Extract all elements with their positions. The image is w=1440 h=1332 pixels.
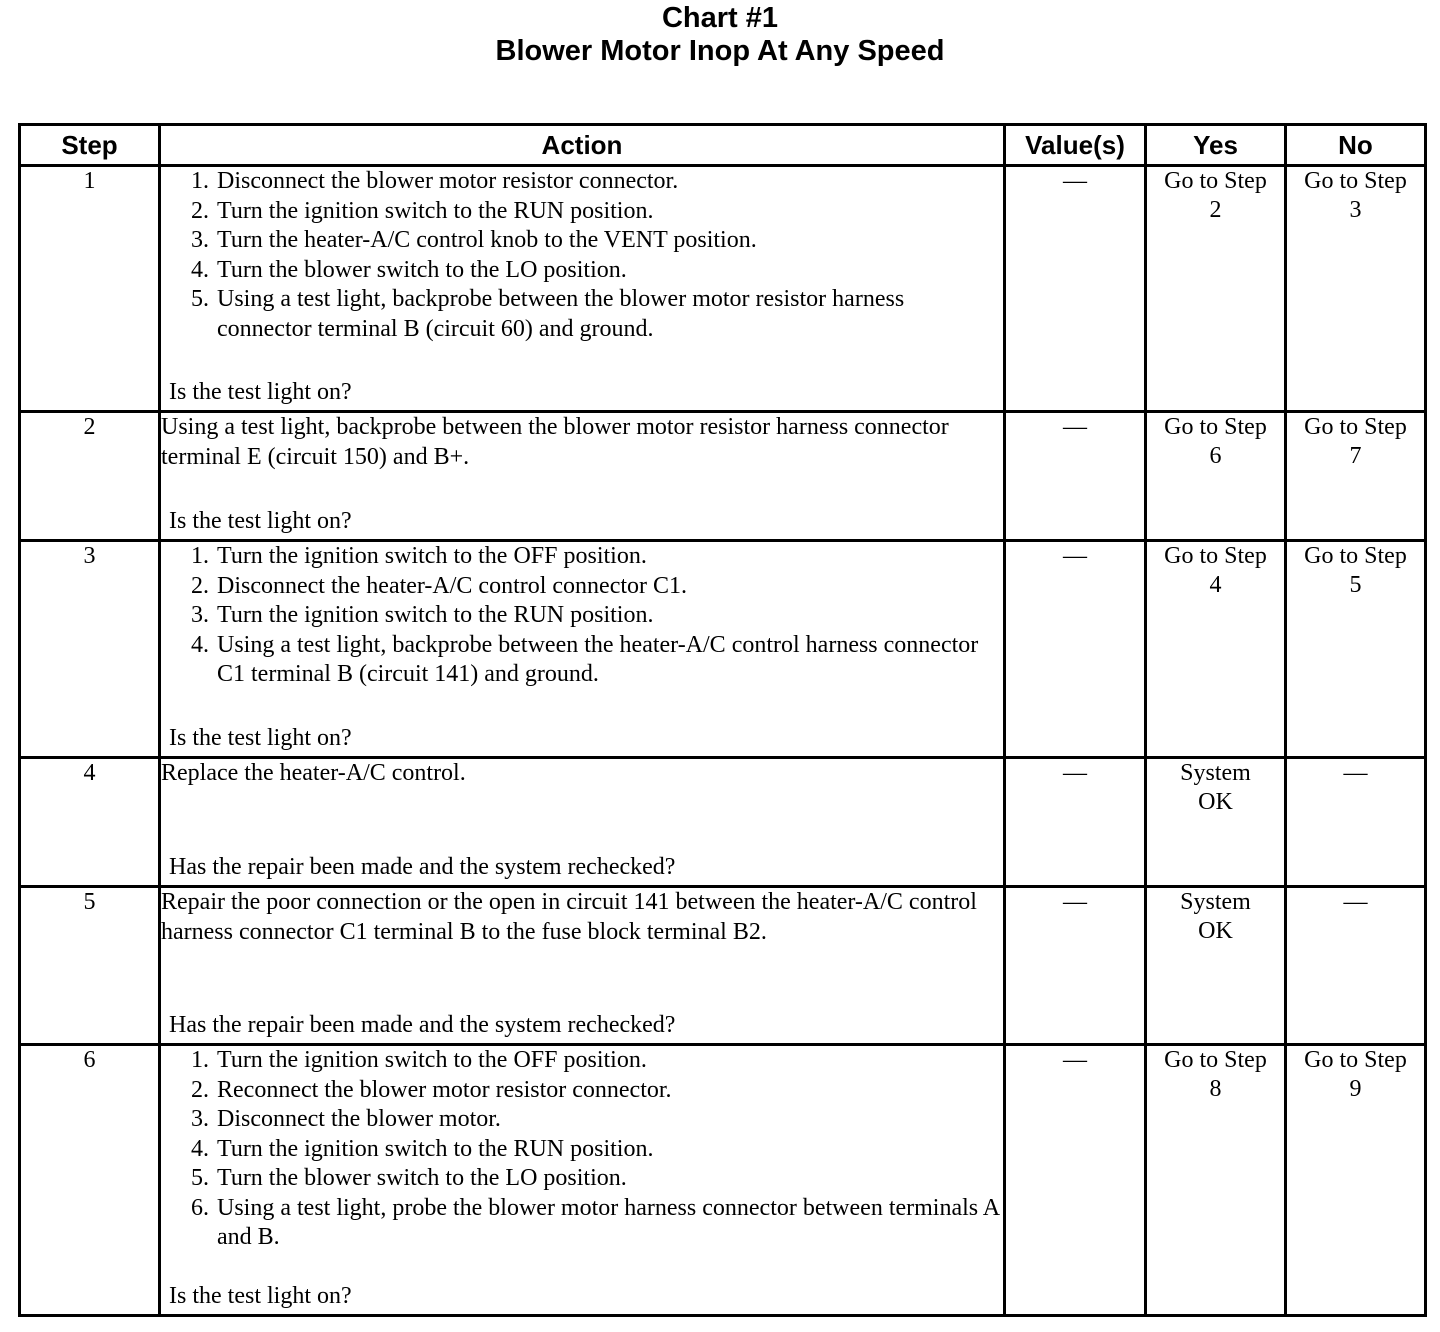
action-step-item: 5. Using a test light, backprobe between the blower motor resistor harness connector terminal B (circuit 60) and ground. bbox=[215, 285, 1003, 344]
value-cell: — bbox=[1005, 1045, 1146, 1316]
action-cell bbox=[160, 166, 1005, 412]
table-row bbox=[20, 758, 1426, 887]
header-row bbox=[20, 125, 1426, 166]
step-number: 3 bbox=[20, 541, 160, 758]
header-no: No bbox=[1286, 125, 1426, 166]
action-step-item: 3. Disconnect the blower motor. bbox=[215, 1105, 1003, 1135]
step-number: 6 bbox=[20, 1045, 160, 1316]
value-cell: — bbox=[1005, 412, 1146, 541]
yes-cell: System OK bbox=[1146, 758, 1286, 887]
action-text: Repair the poor connection or the open in circuit 141 between the heater-A/C control harness connector C1 terminal B to the fuse block terminal B2. bbox=[161, 889, 977, 945]
table-row bbox=[20, 412, 1426, 541]
chart-number: Chart #1 bbox=[661, 2, 779, 34]
header-action: Action bbox=[160, 125, 1005, 166]
step-number: 5 bbox=[20, 887, 160, 1045]
action-step-item: 3. Turn the ignition switch to the RUN position. bbox=[215, 601, 1003, 631]
action-question: Is the test light on? bbox=[169, 378, 352, 405]
action-step-item: 4. Using a test light, backprobe between the heater-A/C control harness connector C1 terminal B (circuit 141) and ground. bbox=[215, 631, 1003, 690]
value-cell: — bbox=[1005, 166, 1146, 412]
action-steps bbox=[161, 167, 1003, 344]
action-question: Is the test light on? bbox=[169, 1282, 352, 1309]
yes-cell: System OK bbox=[1146, 887, 1286, 1045]
action-text: Replace the heater-A/C control. bbox=[161, 760, 466, 786]
action-step-item: 2. Disconnect the heater-A/C control connector C1. bbox=[215, 572, 1003, 602]
chart-subtitle: Blower Motor Inop At Any Speed bbox=[495, 35, 945, 67]
header-yes: Yes bbox=[1146, 125, 1286, 166]
no-cell: Go to Step 7 bbox=[1286, 412, 1426, 541]
action-step-item: 5. Turn the blower switch to the LO position. bbox=[215, 1164, 1003, 1194]
table-row bbox=[20, 1045, 1426, 1316]
chart-title bbox=[0, 2, 1440, 68]
header-values: Value(s) bbox=[1005, 125, 1146, 166]
header-step: Step bbox=[20, 125, 160, 166]
action-cell bbox=[160, 758, 1005, 887]
no-cell: — bbox=[1286, 758, 1426, 887]
step-number: 2 bbox=[20, 412, 160, 541]
value-cell: — bbox=[1005, 541, 1146, 758]
diagnostic-table bbox=[18, 123, 1427, 1317]
step-number: 4 bbox=[20, 758, 160, 887]
action-cell bbox=[160, 541, 1005, 758]
action-question: Has the repair been made and the system rechecked? bbox=[169, 1011, 676, 1038]
action-step-item: 3. Turn the heater-A/C control knob to the VENT position. bbox=[215, 226, 1003, 256]
action-cell bbox=[160, 887, 1005, 1045]
yes-cell: Go to Step 2 bbox=[1146, 166, 1286, 412]
table-row bbox=[20, 541, 1426, 758]
table-row bbox=[20, 166, 1426, 412]
yes-cell: Go to Step 4 bbox=[1146, 541, 1286, 758]
action-step-item: 6. Using a test light, probe the blower motor harness connector between terminals A and B. bbox=[215, 1194, 1003, 1253]
no-cell: — bbox=[1286, 887, 1426, 1045]
yes-cell: Go to Step 6 bbox=[1146, 412, 1286, 541]
action-step-item: 4. Turn the ignition switch to the RUN position. bbox=[215, 1135, 1003, 1165]
value-cell: — bbox=[1005, 887, 1146, 1045]
no-cell: Go to Step 3 bbox=[1286, 166, 1426, 412]
yes-cell: Go to Step 8 bbox=[1146, 1045, 1286, 1316]
no-cell: Go to Step 9 bbox=[1286, 1045, 1426, 1316]
action-step-item: 2. Turn the ignition switch to the RUN position. bbox=[215, 197, 1003, 227]
action-steps bbox=[161, 1046, 1003, 1253]
action-question: Is the test light on? bbox=[169, 507, 352, 534]
action-step-item: 1. Disconnect the blower motor resistor connector. bbox=[215, 167, 1003, 197]
action-cell bbox=[160, 1045, 1005, 1316]
action-steps bbox=[161, 542, 1003, 690]
action-question: Is the test light on? bbox=[169, 724, 352, 751]
no-cell: Go to Step 5 bbox=[1286, 541, 1426, 758]
action-text: Using a test light, backprobe between the blower motor resistor harness connector terminal E (circuit 150) and B+. bbox=[161, 414, 949, 470]
action-cell bbox=[160, 412, 1005, 541]
table-row bbox=[20, 887, 1426, 1045]
action-step-item: 4. Turn the blower switch to the LO position. bbox=[215, 256, 1003, 286]
value-cell: — bbox=[1005, 758, 1146, 887]
step-number: 1 bbox=[20, 166, 160, 412]
action-step-item: 1. Turn the ignition switch to the OFF position. bbox=[215, 1046, 1003, 1076]
action-question: Has the repair been made and the system rechecked? bbox=[169, 853, 676, 880]
action-step-item: 1. Turn the ignition switch to the OFF position. bbox=[215, 542, 1003, 572]
action-step-item: 2. Reconnect the blower motor resistor connector. bbox=[215, 1076, 1003, 1106]
